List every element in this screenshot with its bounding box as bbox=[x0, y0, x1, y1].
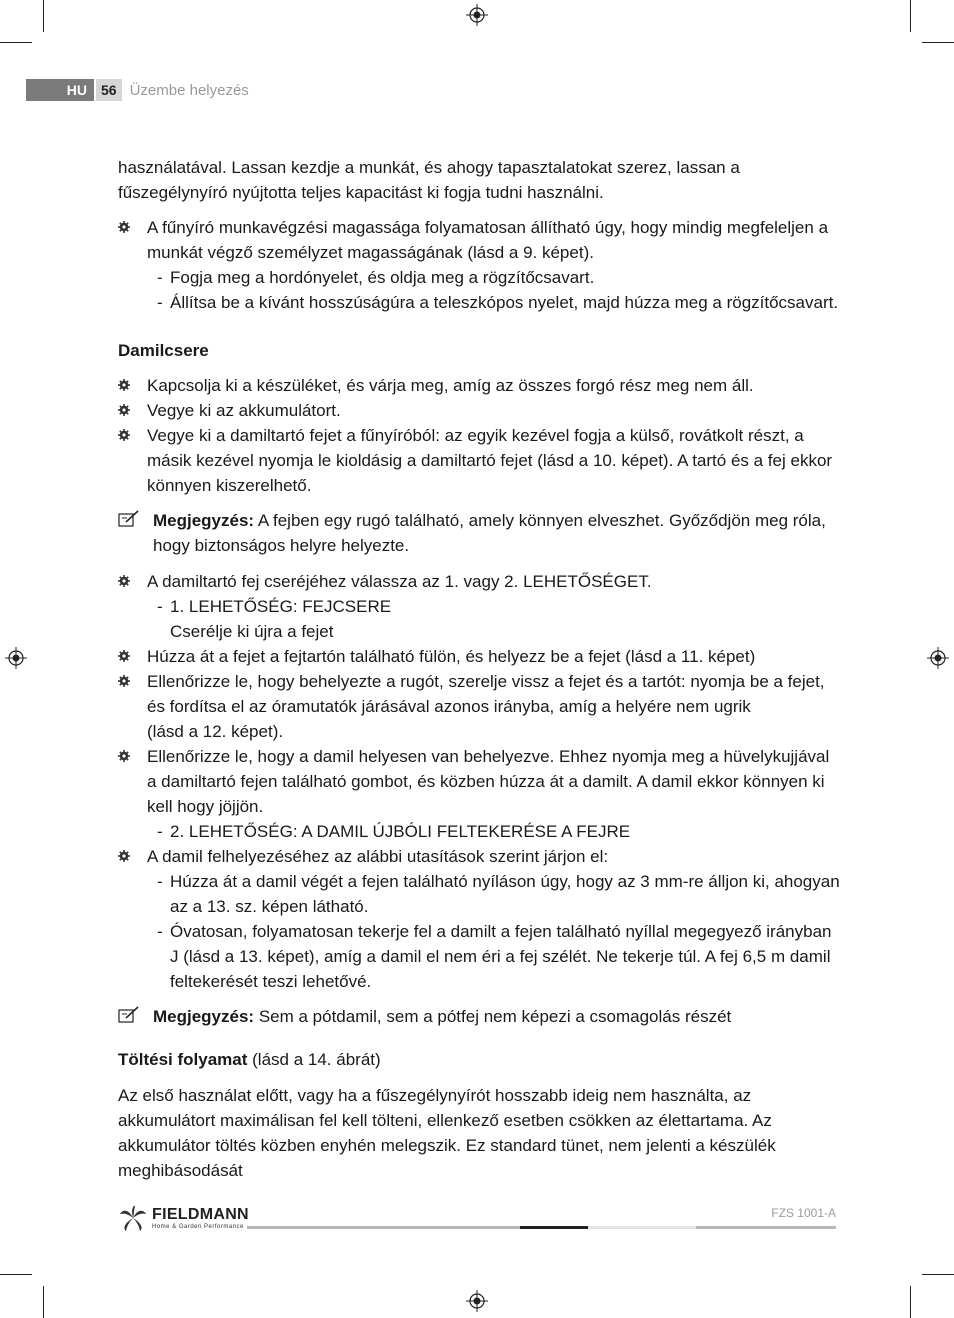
sub-item-text: Fogja meg a hordónyelet, és oldja meg a rögzítőcsavart. bbox=[170, 268, 595, 287]
section-heading-bold: Töltési folyamat bbox=[118, 1050, 248, 1069]
note-pencil-icon bbox=[118, 1006, 140, 1024]
brand-tagline: Home & Garden Performance bbox=[152, 1223, 244, 1230]
sub-item: - Fogja meg a hordónyelet, és oldja meg a rögzítőcsavart. bbox=[157, 268, 595, 287]
charging-paragraph: Az első használat előtt, vagy ha a fűszegélynyírót hosszabb ideig nem használta, az akkumulátort maximálisan fel kell tölteni, ellenkező esetben csökken az élettartama. Az akkumulátor töltés közben enyhén melegszik. Ez standard tünet, nem jelenti a készülék meghibásodását bbox=[118, 1086, 776, 1180]
crop-mark-bottom-left-v bbox=[43, 1286, 44, 1318]
list-item-text: A damil felhelyezéséhez az alábbi utasítások szerint járjon el: bbox=[147, 847, 609, 866]
note-label: Megjegyzés: bbox=[153, 511, 255, 530]
sub-item-text: 1. LEHETŐSÉG: FEJCSERE bbox=[170, 597, 392, 616]
list-item bbox=[118, 844, 843, 869]
registration-mark-icon bbox=[927, 647, 949, 669]
crop-mark-bottom-right-h bbox=[922, 1274, 954, 1275]
crop-mark-top-right-v bbox=[910, 0, 911, 32]
gear-bullet-icon bbox=[118, 675, 130, 687]
crop-mark-top-left-h bbox=[0, 42, 32, 43]
sub-item-text: Óvatosan, folyamatosan tekerje fel a damilt a fejen található nyíllal megegyező irányban J (lásd a 13. képet), amíg a damil el nem éri a fej szélét. Ne tekerje túl. A fej 6,5 m damil feltekerését teszi lehetővé. bbox=[170, 922, 832, 991]
list-item bbox=[118, 373, 843, 398]
brand-logo bbox=[118, 1204, 249, 1232]
list-item-text: Vegye ki az akkumulátort. bbox=[147, 401, 341, 420]
gear-bullet-icon bbox=[118, 850, 130, 862]
footer-line-segment bbox=[696, 1226, 836, 1229]
gear-bullet-icon bbox=[118, 575, 130, 587]
sub-item-text: Állítsa be a kívánt hosszúságúra a teleszkópos nyelet, majd húzza meg a rögzítőcsavart. bbox=[170, 293, 839, 312]
sub-item: - Óvatosan, folyamatosan tekerje fel a damilt a fejen található nyíllal megegyező irányban J (lásd a 13. képet), amíg a damil el nem éri a fej szélét. Ne tekerje túl. A fej 6,5 m damil feltekerését teszi lehetővé. bbox=[157, 922, 832, 991]
list-item-text: Kapcsolja ki a készüléket, és várja meg, amíg az összes forgó rész meg nem áll. bbox=[147, 376, 754, 395]
page-header bbox=[26, 79, 249, 101]
sub-item: - 1. LEHETŐSÉG: FEJCSERE bbox=[157, 597, 392, 616]
note-pencil-icon bbox=[118, 510, 140, 528]
section-heading: Damilcsere bbox=[118, 341, 209, 360]
registration-mark-icon bbox=[466, 1290, 488, 1312]
list-item-text: Ellenőrizze le, hogy a damil helyesen van behelyezve. Ehhez nyomja meg a hüvelykujjával a damiltartó fejen található gombot, és közben húzza át a damilt. A damil ekkor könnyen ki kell hogy jöjjön. bbox=[147, 747, 830, 816]
page-number: 56 bbox=[96, 79, 122, 101]
list-item bbox=[118, 423, 843, 498]
list-item bbox=[118, 398, 843, 423]
language-code: HU bbox=[66, 82, 87, 98]
gear-bullet-icon bbox=[118, 650, 130, 662]
list-item bbox=[118, 215, 843, 265]
list-item-text: Húzza át a fejet a fejtartón található fülön, és helyezz be a fejet (lásd a 11. képet) bbox=[147, 647, 756, 666]
list-item bbox=[118, 644, 843, 669]
gear-bullet-icon bbox=[118, 379, 130, 391]
section-title: Üzembe helyezés bbox=[129, 81, 249, 99]
model-number: FZS 1001-A bbox=[771, 1206, 836, 1220]
crop-mark-top-right-h bbox=[922, 42, 954, 43]
fieldmann-fan-logo bbox=[118, 1204, 148, 1232]
crop-mark-bottom-left-h bbox=[0, 1274, 32, 1275]
list-item-text: Vegye ki a damiltartó fejet a fűnyíróból: az egyik kezével fogja a külső, rovátkolt részt, a másik kezével nyomja le kioldásig a damiltartó fejet (lásd a 10. képet). A tartó és a fej ekkor könnyen kiszerelhető. bbox=[147, 426, 833, 495]
brand-name: FIELDMANN bbox=[152, 1205, 249, 1223]
note-block bbox=[118, 508, 843, 558]
crop-mark-top-left-v bbox=[43, 0, 44, 32]
list-item-text: A damiltartó fej cseréjéhez válassza az 1. vagy 2. LEHETŐSÉGET. bbox=[147, 572, 652, 591]
logo-text bbox=[152, 1207, 249, 1230]
gear-bullet-icon bbox=[118, 750, 130, 762]
footer-line-segment bbox=[588, 1226, 696, 1229]
intro-paragraph: használatával. Lassan kezdje a munkát, és ahogy tapasztalatokat szerez, lassan a fűszegélynyíró nyújtotta teljes kapacitást ki fogja tudni használni. bbox=[118, 158, 740, 202]
footer-line-segment bbox=[247, 1226, 520, 1229]
list-item-text-cont: (lásd a 12. képet). bbox=[147, 722, 284, 741]
note-block bbox=[118, 1004, 843, 1029]
note-label: Megjegyzés: bbox=[153, 1007, 255, 1026]
page-content bbox=[118, 155, 843, 1183]
note-text: A fejben egy rugó található, amely könnyen elveszhet. Győződjön meg róla, hogy biztonságos helyre helyezte. bbox=[153, 511, 826, 555]
sub-item-text: 2. LEHETŐSÉG: A DAMIL ÚJBÓLI FELTEKERÉSE A FEJRE bbox=[170, 822, 631, 841]
list-item bbox=[118, 569, 843, 594]
sub-item: - Állítsa be a kívánt hosszúságúra a teleszkópos nyelet, majd húzza meg a rögzítőcsavart. bbox=[157, 293, 839, 312]
list-item bbox=[118, 669, 843, 744]
section-heading bbox=[118, 1047, 843, 1072]
footer-line-segment bbox=[520, 1226, 588, 1229]
crop-mark-bottom-right-v bbox=[910, 1286, 911, 1318]
sub-item: - 2. LEHETŐSÉG: A DAMIL ÚJBÓLI FELTEKERÉSE A FEJRE bbox=[157, 822, 631, 841]
list-item-text: A fűnyíró munkavégzési magassága folyamatosan állítható úgy, hogy mindig megfeleljen a munkát végző személyzet magasságának (lásd a 9. képet). bbox=[147, 218, 829, 262]
sub-item: - Húzza át a damil végét a fejen található nyíláson úgy, hogy az 3 mm-re álljon ki, ahogyan az a 13. sz. képen látható. bbox=[157, 872, 840, 916]
list-item-text: Ellenőrizze le, hogy behelyezte a rugót, szerelje vissz a fejet és a tartót: nyomja be a fejet, és fordítsa el az óramutatók járásával azonos irányba, amíg a helyére nem ugrik bbox=[147, 672, 825, 716]
note-text: Sem a pótdamil, sem a pótfej nem képezi a csomagolás részét bbox=[254, 1007, 732, 1026]
language-bar bbox=[26, 79, 94, 101]
list-item bbox=[118, 744, 843, 819]
registration-mark-icon bbox=[5, 647, 27, 669]
gear-bullet-icon bbox=[118, 429, 130, 441]
sub-item-text: Húzza át a damil végét a fejen található nyíláson úgy, hogy az 3 mm-re álljon ki, ahogyan az a 13. sz. képen látható. bbox=[170, 872, 840, 916]
gear-bullet-icon bbox=[118, 404, 130, 416]
registration-mark-icon bbox=[466, 4, 488, 26]
gear-bullet-icon bbox=[118, 221, 130, 233]
sub-item-continuation: Cserélje ki újra a fejet bbox=[170, 622, 334, 641]
section-heading-rest: (lásd a 14. ábrát) bbox=[247, 1050, 381, 1069]
